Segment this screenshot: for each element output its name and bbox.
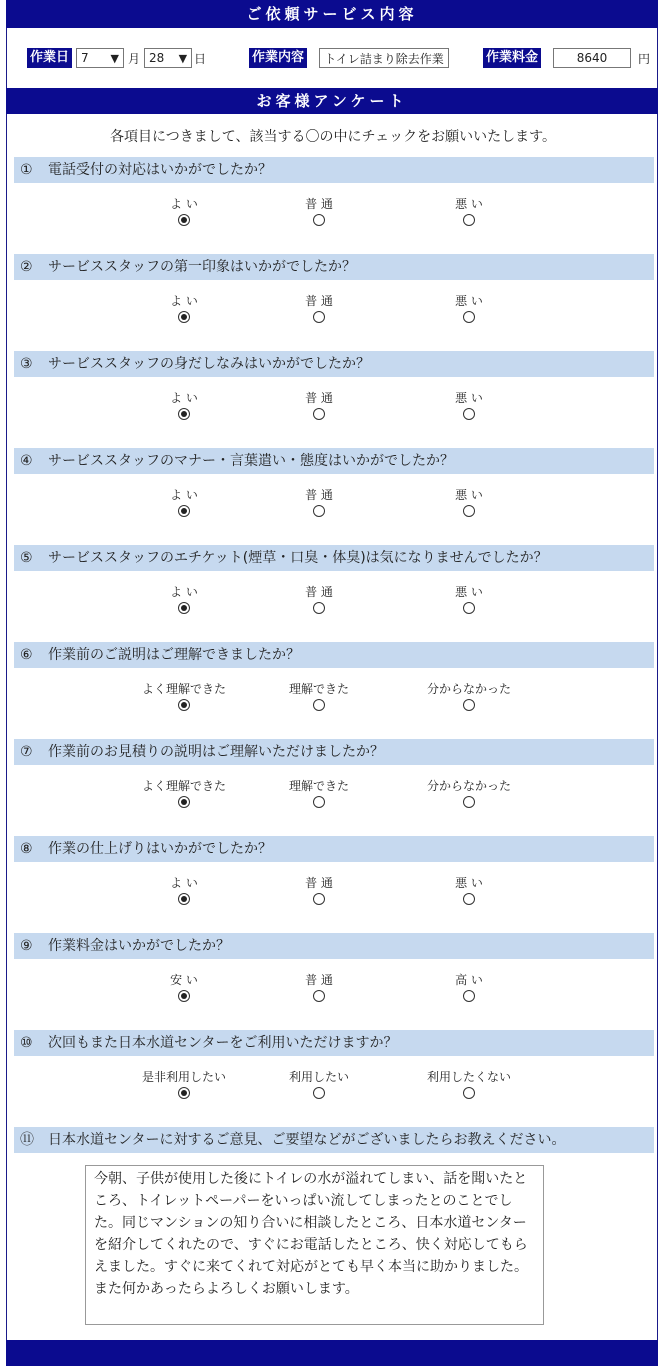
- footer-bar: [6, 1340, 658, 1366]
- radio-button[interactable]: [313, 990, 325, 1002]
- option-label: 悪 い: [455, 488, 483, 502]
- option-label: 悪 い: [455, 197, 483, 211]
- question-number: ①: [20, 162, 33, 178]
- answer-option: [124, 1069, 244, 1102]
- survey-instruction: 各項目につきまして、該当する〇の中にチェックをお願いいたします。: [110, 129, 556, 145]
- work-date-group: [27, 46, 210, 70]
- question-9: [14, 933, 654, 959]
- answer-option: [259, 681, 379, 714]
- option-label: 普 通: [305, 197, 333, 211]
- answer-option: [124, 778, 244, 811]
- question-3: [14, 351, 654, 377]
- option-label: よ い: [170, 876, 198, 890]
- option-label: よ い: [170, 585, 198, 599]
- question-5: [14, 545, 654, 571]
- answer-option: [409, 972, 529, 1005]
- answer-option: [259, 487, 379, 520]
- question-10: [14, 1030, 654, 1056]
- radio-button[interactable]: [313, 214, 325, 226]
- question-number: ⑧: [20, 841, 33, 857]
- answer-option: [409, 390, 529, 423]
- radio-button[interactable]: [463, 311, 475, 323]
- option-label: 是非利用したい: [141, 1070, 226, 1084]
- question-number: ③: [20, 356, 33, 372]
- answer-option: [124, 875, 244, 908]
- radio-button[interactable]: [313, 796, 325, 808]
- question-text: 作業前のお見積りの説明はご理解いただけましたか？: [48, 744, 384, 760]
- radio-button[interactable]: [178, 602, 190, 614]
- question-text: サービススタッフのエチケット(煙草・口臭・体臭)は気になりませんでしたか？: [48, 550, 548, 566]
- question-number: ④: [20, 453, 33, 469]
- question-number: ⑪: [20, 1132, 34, 1148]
- survey-header: お客様アンケート: [6, 88, 658, 114]
- chevron-down-icon: ▼: [110, 51, 120, 65]
- question-number: ⑨: [20, 938, 33, 954]
- radio-button[interactable]: [178, 408, 190, 420]
- answer-option: [259, 1069, 379, 1102]
- question-7: [14, 739, 654, 765]
- option-label: 高 い: [455, 973, 483, 987]
- option-label: 普 通: [305, 391, 333, 405]
- answer-option: [409, 1069, 529, 1102]
- option-label: 普 通: [305, 973, 333, 987]
- radio-button[interactable]: [178, 311, 190, 323]
- radio-button[interactable]: [463, 893, 475, 905]
- fee-unit: 円: [638, 51, 651, 66]
- option-label: 理解できた: [288, 779, 349, 793]
- option-label: 普 通: [305, 294, 333, 308]
- option-label: よ い: [170, 294, 198, 308]
- question-2: [14, 254, 654, 280]
- radio-button[interactable]: [313, 505, 325, 517]
- month-unit: 月: [128, 51, 141, 66]
- option-label: 普 通: [305, 876, 333, 890]
- answer-option: [124, 390, 244, 423]
- answer-option: [409, 293, 529, 326]
- radio-button[interactable]: [178, 505, 190, 517]
- answer-option: [259, 584, 379, 617]
- comment-textarea[interactable]: 今朝、子供が使用した後にトイレの水が溢れてしまい、話を聞いたところ、トイレットペーパーをいっぱい流してしまったとのことでした。同じマンションの知り合いに相談したところ、日本水道センターを紹介してくれたので、すぐにお電話したところ、快く対応してもらえました。すぐに来てくれて対応がとても早く本当に助かりました。また何かあったらよろしくお願いします。: [85, 1165, 544, 1325]
- radio-button[interactable]: [178, 214, 190, 226]
- work-content-label: 作業内容: [249, 48, 307, 68]
- question-8: [14, 836, 654, 862]
- question-text: サービススタッフのマナー・言葉遣い・態度はいかがでしたか？: [48, 453, 454, 469]
- day-value: 28: [149, 51, 165, 65]
- question-text: サービススタッフの第一印象はいかがでしたか？: [48, 259, 356, 275]
- answer-option: [259, 972, 379, 1005]
- option-label: 利用したい: [288, 1070, 349, 1084]
- answer-option: [259, 875, 379, 908]
- question-1: [14, 157, 654, 183]
- radio-button[interactable]: [463, 505, 475, 517]
- radio-button[interactable]: [178, 990, 190, 1002]
- radio-button[interactable]: [463, 602, 475, 614]
- question-text: 日本水道センターに対するご意見、ご要望などがございましたらお教えください。: [48, 1132, 566, 1148]
- answer-option: [124, 681, 244, 714]
- answer-option: [259, 778, 379, 811]
- answer-option: [259, 196, 379, 229]
- question-6: [14, 642, 654, 668]
- question-number: ⑩: [20, 1035, 33, 1051]
- option-label: よく理解できた: [141, 779, 226, 793]
- option-label: 普 通: [305, 585, 333, 599]
- answer-option: [409, 681, 529, 714]
- answer-option: [409, 196, 529, 229]
- question-text: 作業料金はいかがでしたか？: [48, 938, 230, 954]
- work-content-group: [249, 46, 449, 70]
- radio-button[interactable]: [178, 1087, 190, 1099]
- radio-button[interactable]: [313, 1087, 325, 1099]
- radio-button[interactable]: [313, 602, 325, 614]
- question-11: [14, 1127, 654, 1153]
- question-number: ②: [20, 259, 33, 275]
- option-label: 利用したくない: [426, 1070, 511, 1084]
- radio-button[interactable]: [313, 699, 325, 711]
- option-label: 悪 い: [455, 876, 483, 890]
- option-label: 理解できた: [288, 682, 349, 696]
- radio-button[interactable]: [463, 796, 475, 808]
- work-fee-label: 作業料金: [483, 48, 541, 68]
- option-label: 分からなかった: [426, 682, 511, 696]
- month-value: 7: [81, 51, 89, 65]
- answer-option: [409, 778, 529, 811]
- option-label: 安 い: [170, 973, 198, 987]
- answer-option: [124, 293, 244, 326]
- question-text: サービススタッフの身だしなみはいかがでしたか？: [48, 356, 370, 372]
- answer-option: [124, 196, 244, 229]
- option-label: よ い: [170, 488, 198, 502]
- answer-option: [124, 487, 244, 520]
- answer-option: [124, 584, 244, 617]
- work-content-field[interactable]: トイレ詰まり除去作業: [319, 48, 449, 68]
- work-fee-group: [483, 46, 654, 70]
- chevron-down-icon: ▼: [178, 51, 188, 65]
- radio-button[interactable]: [463, 699, 475, 711]
- work-fee-field[interactable]: 8640: [553, 48, 631, 68]
- radio-button[interactable]: [178, 893, 190, 905]
- radio-button[interactable]: [463, 408, 475, 420]
- option-label: よく理解できた: [141, 682, 226, 696]
- radio-button[interactable]: [313, 311, 325, 323]
- service-header: ご依頼サービス内容: [6, 0, 658, 28]
- radio-button[interactable]: [178, 796, 190, 808]
- question-text: 次回もまた日本水道センターをご利用いただけますか？: [48, 1035, 398, 1051]
- option-label: よ い: [170, 391, 198, 405]
- month-select[interactable]: [76, 48, 124, 68]
- answer-option: [259, 293, 379, 326]
- option-label: よ い: [170, 197, 198, 211]
- question-number: ⑦: [20, 744, 33, 760]
- answer-option: [409, 487, 529, 520]
- radio-button[interactable]: [178, 699, 190, 711]
- question-text: 作業の仕上げりはいかがでしたか？: [48, 841, 272, 857]
- option-label: 普 通: [305, 488, 333, 502]
- radio-button[interactable]: [313, 408, 325, 420]
- radio-button[interactable]: [463, 990, 475, 1002]
- question-text: 電話受付の対応はいかがでしたか？: [48, 162, 272, 178]
- option-label: 悪 い: [455, 294, 483, 308]
- day-unit: 日: [194, 51, 207, 66]
- answer-option: [124, 972, 244, 1005]
- option-label: 悪 い: [455, 585, 483, 599]
- radio-button[interactable]: [463, 214, 475, 226]
- radio-button[interactable]: [463, 1087, 475, 1099]
- answer-option: [409, 584, 529, 617]
- option-label: 分からなかった: [426, 779, 511, 793]
- radio-button[interactable]: [313, 893, 325, 905]
- question-number: ⑤: [20, 550, 33, 566]
- answer-option: [259, 390, 379, 423]
- option-label: 悪 い: [455, 391, 483, 405]
- work-date-label: 作業日: [27, 48, 72, 68]
- day-select[interactable]: [144, 48, 192, 68]
- question-text: 作業前のご説明はご理解できましたか？: [48, 647, 300, 663]
- question-4: [14, 448, 654, 474]
- question-number: ⑥: [20, 647, 33, 663]
- answer-option: [409, 875, 529, 908]
